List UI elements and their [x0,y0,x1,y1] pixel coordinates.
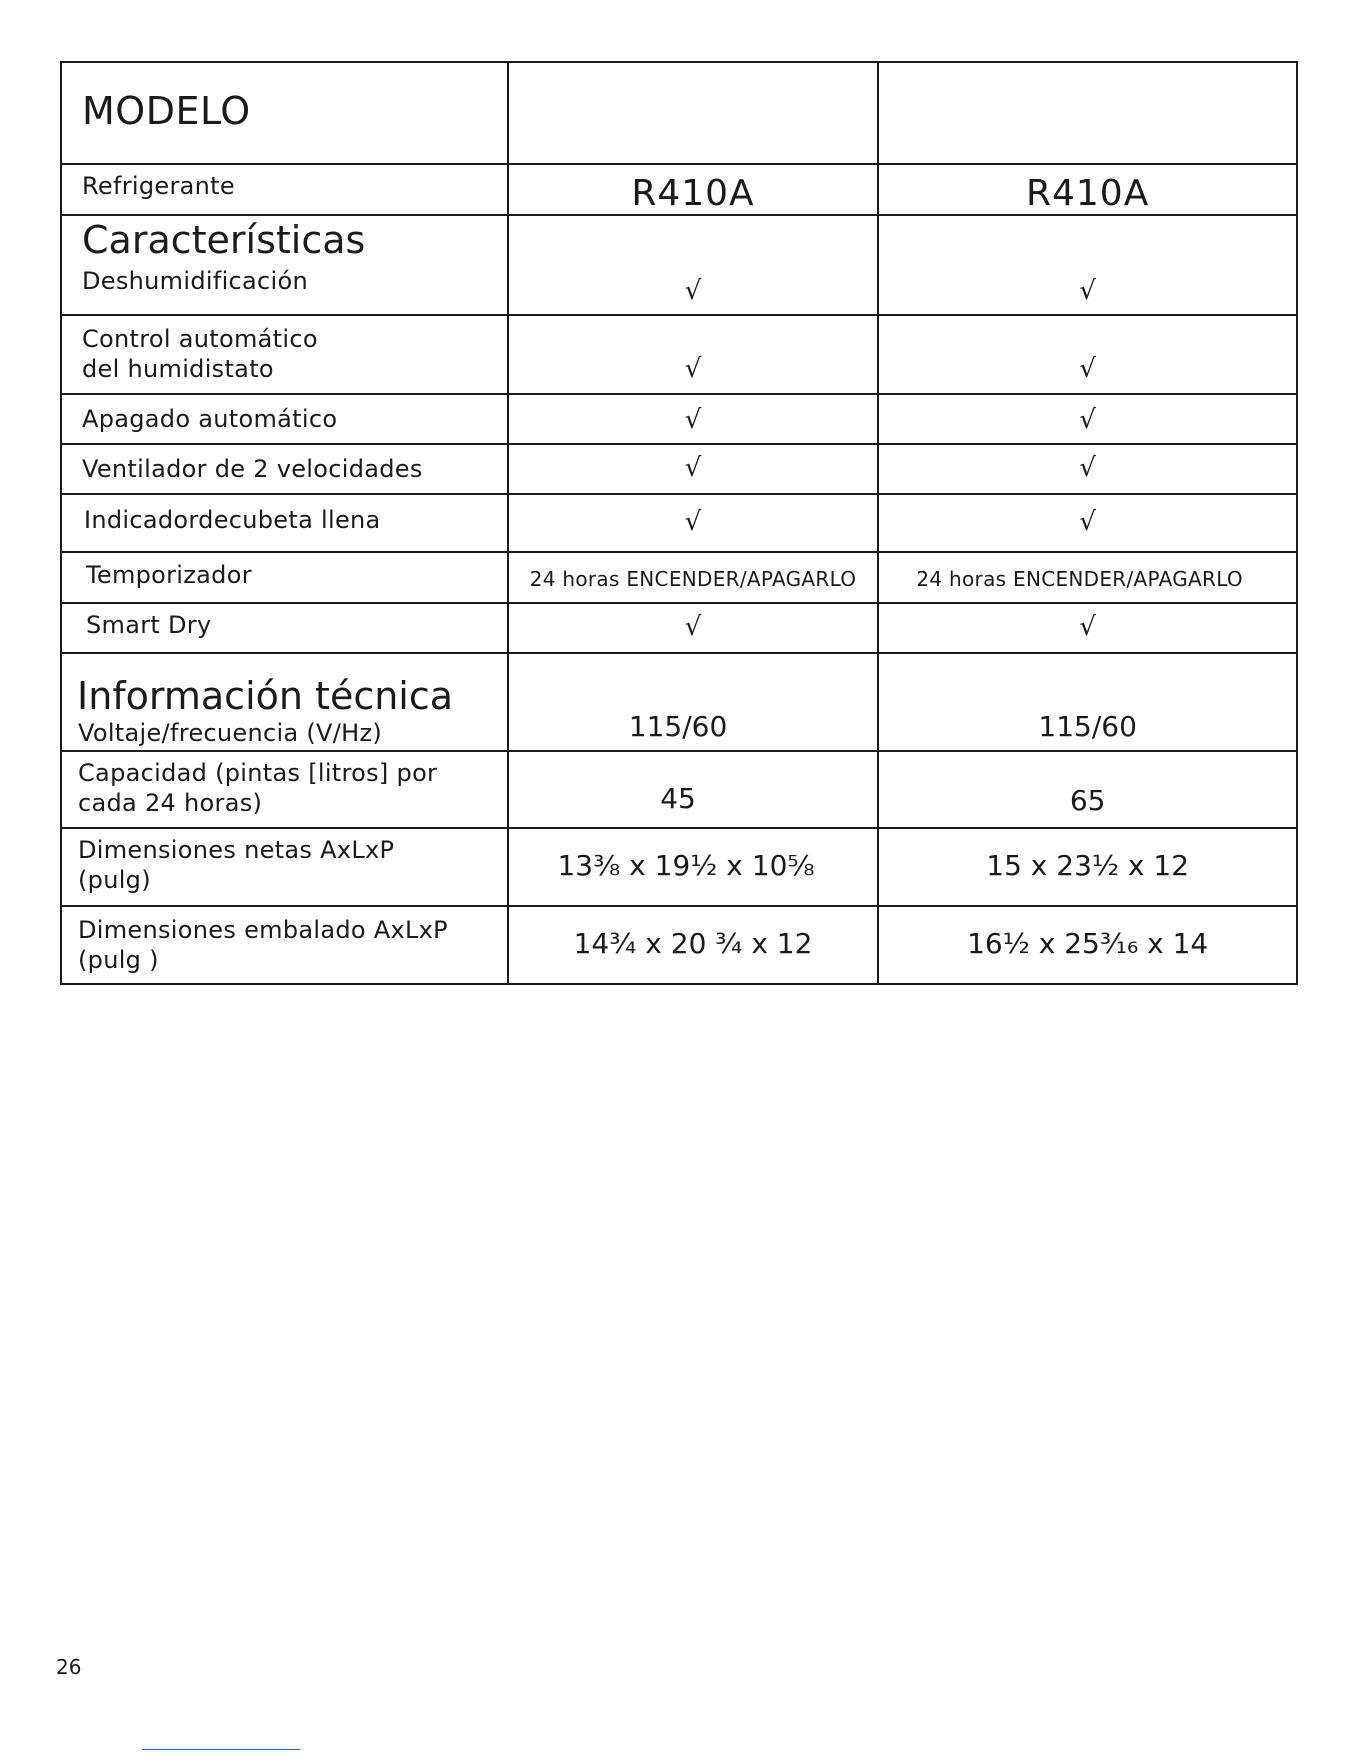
cell-packed-dimensions-label [61,906,508,984]
cell-auto-shutoff-label [61,394,508,444]
timer-b-value: 24 horas ENCENDER/APAGARLO [916,567,1243,591]
cell-packed-dimensions-a [508,906,879,984]
cell-refrigerant-a [508,164,879,215]
packed-dimensions-b-value: 16½ x 25³⁄₁₆ x 14 [967,927,1209,960]
net-dimensions-b-value: 15 x 23½ x 12 [986,849,1190,882]
cell-model-label [61,62,508,164]
check-icon: √ [1079,354,1096,384]
cell-smart-dry-b [878,603,1297,653]
cell-features-label [61,215,508,315]
cell-net-dimensions-b [878,828,1297,906]
voltage-label: Voltaje/frecuencia (V/Hz) [78,719,383,747]
cell-auto-shutoff-b [878,394,1297,444]
cell-humidistat-a [508,315,879,394]
cell-bucket-full-b [878,494,1297,552]
check-icon: √ [1079,276,1096,306]
auto-shutoff-label: Apagado automático [82,405,338,433]
table-row-dehumidification [61,215,1297,315]
table-row-capacity [61,751,1297,828]
dehumidification-label: Deshumidificación [82,267,308,295]
cell-humidistat-label [61,315,508,394]
capacity-label-line1: Capacidad (pintas [litros] por [78,759,438,787]
check-icon: √ [684,354,702,384]
cell-fan-label [61,444,508,494]
cell-net-dimensions-label [61,828,508,906]
check-icon: √ [684,276,702,306]
check-icon: √ [1079,612,1096,642]
page-number: 26 [56,1655,82,1679]
features-title: Características [82,218,366,262]
cell-fan-b [878,444,1297,494]
cell-packed-dimensions-b [878,906,1297,984]
cell-smart-dry-label [61,603,508,653]
table-row-packed-dimensions [61,906,1297,984]
capacity-a-value: 45 [660,782,696,815]
cell-refrigerant-b [878,164,1297,215]
cell-tech-label [61,653,508,751]
cell-smart-dry-a [508,603,879,653]
cell-refrigerant-label [61,164,508,215]
capacity-label-line2: cada 24 horas) [78,789,263,817]
cell-timer-a [508,552,879,603]
table-row-voltage [61,653,1297,751]
check-icon: √ [684,507,702,537]
spec-table [60,61,1298,985]
check-icon: √ [684,453,702,483]
check-icon: √ [684,405,702,435]
table-row-refrigerant [61,164,1297,215]
cell-model-a [508,62,879,164]
cell-bucket-full-label [61,494,508,552]
packed-dimensions-a-value: 14¾ x 20 ¾ x 12 [573,927,813,960]
refrigerant-a-value: R410A [631,173,755,214]
voltage-b-value: 115/60 [1038,710,1137,743]
cell-net-dimensions-a [508,828,879,906]
fan-label: Ventilador de 2 velocidades [82,455,423,483]
check-icon: √ [1079,405,1096,435]
table-row-model [61,62,1297,164]
packed-dimensions-label-line1: Dimensiones embalado AxLxP [78,916,448,944]
bucket-full-label: Indicadordecubeta llena [84,506,381,534]
table-row-humidistat [61,315,1297,394]
cell-timer-label [61,552,508,603]
humidistat-label-line2: del humidistato [82,355,274,383]
table-row-timer [61,552,1297,603]
net-dimensions-label-line1: Dimensiones netas AxLxP [78,836,395,864]
check-icon: √ [1079,453,1096,483]
smart-dry-label: Smart Dry [86,611,212,639]
table-row-net-dimensions [61,828,1297,906]
cell-fan-a [508,444,879,494]
table-row-bucket-full [61,494,1297,552]
cell-dehumidification-b [878,215,1297,315]
cell-humidistat-b [878,315,1297,394]
cell-auto-shutoff-a [508,394,879,444]
timer-label: Temporizador [86,561,252,589]
net-dimensions-a-value: 13⅜ x 19½ x 10⅝ [557,849,815,882]
timer-a-value: 24 horas ENCENDER/APAGARLO [529,567,857,591]
packed-dimensions-label-line2: (pulg ) [78,946,159,974]
net-dimensions-label-line2: (pulg) [78,866,151,894]
table-row-fan [61,444,1297,494]
footer-rule [142,1749,300,1750]
capacity-b-value: 65 [1069,784,1106,817]
tech-title: Información técnica [77,674,454,718]
voltage-a-value: 115/60 [628,710,728,743]
humidistat-label-line1: Control automático [82,325,318,353]
cell-capacity-label [61,751,508,828]
cell-capacity-b [878,751,1297,828]
table-row-smart-dry [61,603,1297,653]
cell-voltage-a [508,653,879,751]
cell-dehumidification-a [508,215,879,315]
cell-capacity-a [508,751,879,828]
check-icon: √ [1079,507,1096,537]
refrigerant-b-value: R410A [1025,173,1150,214]
cell-model-b [878,62,1297,164]
cell-bucket-full-a [508,494,879,552]
check-icon: √ [684,612,702,642]
refrigerant-label: Refrigerante [82,172,235,200]
model-title: MODELO [82,89,251,133]
cell-timer-b [878,552,1297,603]
cell-voltage-b [878,653,1297,751]
table-row-auto-shutoff [61,394,1297,444]
